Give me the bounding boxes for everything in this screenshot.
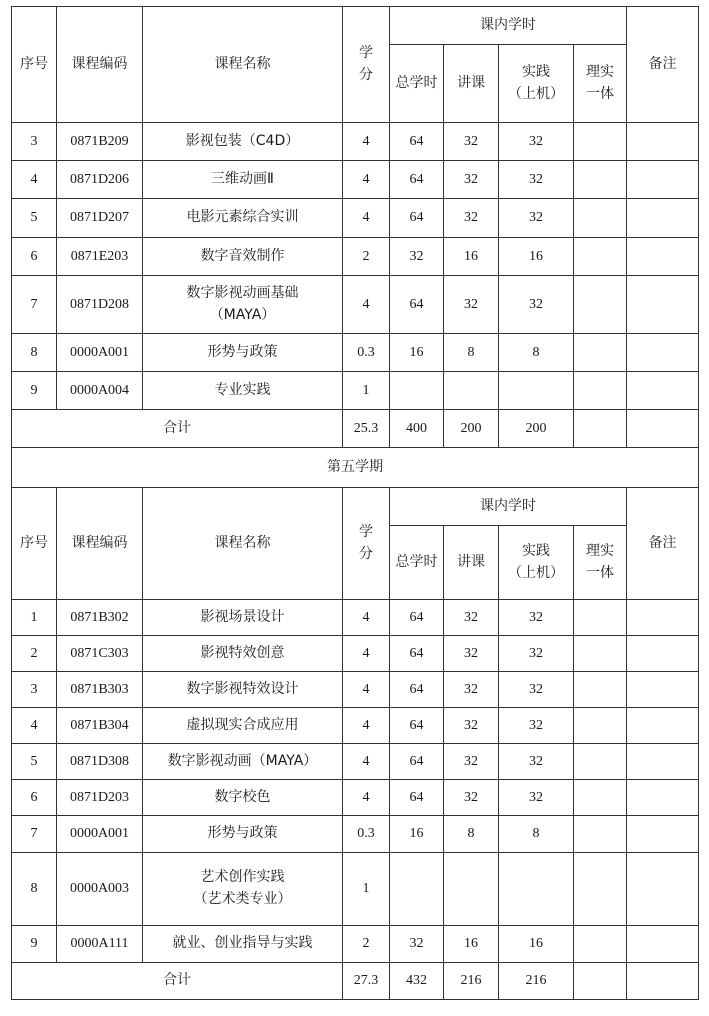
cell-practice: 32 — [499, 123, 574, 161]
table-row — [12, 238, 699, 276]
cell-theory — [574, 199, 627, 238]
header-practice — [499, 526, 574, 600]
cell-total: 64 — [390, 161, 444, 199]
cell-theory — [574, 636, 627, 672]
cell-lecture: 16 — [444, 926, 499, 963]
cell-code: 0871B302 — [57, 600, 143, 636]
cell-lecture: 32 — [444, 123, 499, 161]
cell-remark — [627, 276, 699, 334]
cell-total — [390, 372, 444, 410]
cell-practice: 32 — [499, 672, 574, 708]
cell-credit: 0.3 — [343, 816, 390, 853]
cell-code: 0871D206 — [57, 161, 143, 199]
cell-theory — [574, 926, 627, 963]
cell-code: 0000A004 — [57, 372, 143, 410]
header-theory-line2: 一体 — [586, 85, 614, 102]
cell-theory — [574, 600, 627, 636]
cell-practice — [499, 372, 574, 410]
cell-seq: 7 — [12, 816, 57, 853]
cell-code: 0871D203 — [57, 780, 143, 816]
cell-credit: 0.3 — [343, 334, 390, 372]
cell-credit: 1 — [343, 372, 390, 410]
header-row — [12, 488, 699, 526]
cell-remark — [627, 744, 699, 780]
cell-credit: 4 — [343, 199, 390, 238]
cell-code: 0871E203 — [57, 238, 143, 276]
total-credit: 27.3 — [343, 963, 390, 1000]
cell-lecture: 8 — [444, 816, 499, 853]
cell-credit: 4 — [343, 780, 390, 816]
table-row — [12, 334, 699, 372]
header-credit-line2: 分 — [359, 66, 373, 83]
cell-code: 0000A001 — [57, 816, 143, 853]
cell-name: 数字影视特效设计 — [143, 672, 343, 708]
cell-seq: 7 — [12, 276, 57, 334]
cell-name: 影视场景设计 — [143, 600, 343, 636]
cell-name-line1: 数字影视动画基础 — [186, 284, 299, 301]
cell-seq: 8 — [12, 853, 57, 926]
cell-remark — [627, 636, 699, 672]
cell-seq: 1 — [12, 600, 57, 636]
cell-lecture: 32 — [444, 600, 499, 636]
cell-seq: 6 — [12, 780, 57, 816]
cell-total: 64 — [390, 708, 444, 744]
cell-total — [390, 853, 444, 926]
table-row — [12, 780, 699, 816]
cell-name: 专业实践 — [143, 372, 343, 410]
header-hours-group: 课内学时 — [390, 488, 627, 526]
table-row — [12, 276, 699, 334]
total-practice: 200 — [499, 410, 574, 448]
cell-seq: 4 — [12, 708, 57, 744]
cell-theory — [574, 276, 627, 334]
cell-total: 32 — [390, 926, 444, 963]
cell-practice: 32 — [499, 161, 574, 199]
semester-title-row — [12, 448, 699, 488]
cell-practice: 8 — [499, 334, 574, 372]
table-row — [12, 372, 699, 410]
total-label: 合计 — [12, 410, 343, 448]
cell-lecture: 16 — [444, 238, 499, 276]
cell-remark — [627, 123, 699, 161]
cell-name: 数字音效制作 — [143, 238, 343, 276]
cell-seq: 8 — [12, 334, 57, 372]
header-practice-line2: （上机） — [508, 85, 564, 102]
cell-seq: 9 — [12, 372, 57, 410]
cell-name: 就业、创业指导与实践 — [143, 926, 343, 963]
cell-remark — [627, 926, 699, 963]
table-row — [12, 744, 699, 780]
cell-name: 形势与政策 — [143, 816, 343, 853]
cell-practice: 16 — [499, 238, 574, 276]
cell-remark — [627, 853, 699, 926]
cell-code: 0000A001 — [57, 334, 143, 372]
cell-lecture — [444, 853, 499, 926]
cell-code: 0000A111 — [57, 926, 143, 963]
cell-seq: 3 — [12, 123, 57, 161]
cell-code: 0871D207 — [57, 199, 143, 238]
course-schedule-table — [11, 6, 699, 1000]
header-theory — [574, 45, 627, 123]
total-row — [12, 410, 699, 448]
total-label: 合计 — [12, 963, 343, 1000]
cell-lecture — [444, 372, 499, 410]
header-theory-line1: 理实 — [586, 63, 614, 80]
cell-lecture: 32 — [444, 780, 499, 816]
cell-remark — [627, 334, 699, 372]
cell-remark — [627, 816, 699, 853]
total-remark — [627, 963, 699, 1000]
cell-code: 0871B303 — [57, 672, 143, 708]
cell-practice: 32 — [499, 199, 574, 238]
cell-theory — [574, 123, 627, 161]
cell-total: 64 — [390, 123, 444, 161]
table-row — [12, 123, 699, 161]
cell-code: 0871C303 — [57, 636, 143, 672]
cell-lecture: 32 — [444, 636, 499, 672]
cell-practice: 32 — [499, 780, 574, 816]
cell-name: 三维动画Ⅱ — [143, 161, 343, 199]
cell-practice: 32 — [499, 708, 574, 744]
cell-credit: 4 — [343, 161, 390, 199]
cell-theory — [574, 816, 627, 853]
cell-total: 64 — [390, 600, 444, 636]
cell-name: 影视包装（C4D） — [143, 123, 343, 161]
table-row — [12, 816, 699, 853]
cell-total: 32 — [390, 238, 444, 276]
header-remark: 备注 — [627, 7, 699, 123]
semester-title: 第五学期 — [12, 448, 699, 488]
cell-lecture: 32 — [444, 199, 499, 238]
cell-practice: 32 — [499, 276, 574, 334]
cell-remark — [627, 372, 699, 410]
cell-theory — [574, 161, 627, 199]
header-remark: 备注 — [627, 488, 699, 600]
cell-practice: 32 — [499, 636, 574, 672]
total-practice: 216 — [499, 963, 574, 1000]
table-row — [12, 199, 699, 238]
cell-remark — [627, 672, 699, 708]
header-credit-line2: 分 — [359, 545, 373, 562]
cell-name: 影视特效创意 — [143, 636, 343, 672]
cell-practice: 32 — [499, 600, 574, 636]
cell-name: 数字校色 — [143, 780, 343, 816]
cell-practice: 16 — [499, 926, 574, 963]
header-row — [12, 7, 699, 45]
cell-theory — [574, 744, 627, 780]
cell-theory — [574, 238, 627, 276]
cell-credit: 4 — [343, 600, 390, 636]
cell-remark — [627, 199, 699, 238]
cell-practice — [499, 853, 574, 926]
cell-name — [143, 276, 343, 334]
table-row — [12, 708, 699, 744]
cell-code: 0871B304 — [57, 708, 143, 744]
table-row — [12, 926, 699, 963]
cell-total: 64 — [390, 744, 444, 780]
header-theory-line1: 理实 — [586, 542, 614, 559]
header-theory-line2: 一体 — [586, 564, 614, 581]
cell-remark — [627, 161, 699, 199]
cell-seq: 3 — [12, 672, 57, 708]
cell-seq: 4 — [12, 161, 57, 199]
header-lecture: 讲课 — [444, 45, 499, 123]
header-practice — [499, 45, 574, 123]
header-practice-line1: 实践 — [522, 63, 550, 80]
cell-theory — [574, 372, 627, 410]
cell-seq: 9 — [12, 926, 57, 963]
cell-theory — [574, 708, 627, 744]
header-lecture: 讲课 — [444, 526, 499, 600]
cell-practice: 32 — [499, 744, 574, 780]
cell-lecture: 32 — [444, 276, 499, 334]
cell-seq: 6 — [12, 238, 57, 276]
cell-code: 0871D308 — [57, 744, 143, 780]
cell-credit: 4 — [343, 636, 390, 672]
cell-code: 0871D208 — [57, 276, 143, 334]
cell-credit: 4 — [343, 276, 390, 334]
table-row — [12, 853, 699, 926]
table-row — [12, 161, 699, 199]
cell-code: 0871B209 — [57, 123, 143, 161]
cell-total: 16 — [390, 334, 444, 372]
cell-remark — [627, 238, 699, 276]
cell-credit: 4 — [343, 744, 390, 780]
total-theory — [574, 963, 627, 1000]
cell-lecture: 32 — [444, 744, 499, 780]
cell-name: 形势与政策 — [143, 334, 343, 372]
cell-theory — [574, 780, 627, 816]
header-theory — [574, 526, 627, 600]
cell-seq: 5 — [12, 744, 57, 780]
total-credit: 25.3 — [343, 410, 390, 448]
header-code: 课程编码 — [57, 488, 143, 600]
header-practice-line2: （上机） — [508, 564, 564, 581]
table-row — [12, 672, 699, 708]
total-remark — [627, 410, 699, 448]
cell-theory — [574, 853, 627, 926]
cell-total: 64 — [390, 276, 444, 334]
cell-lecture: 32 — [444, 161, 499, 199]
header-name: 课程名称 — [143, 7, 343, 123]
header-seq: 序号 — [12, 7, 57, 123]
header-total-hours: 总学时 — [390, 526, 444, 600]
cell-remark — [627, 600, 699, 636]
cell-lecture: 8 — [444, 334, 499, 372]
header-total-hours: 总学时 — [390, 45, 444, 123]
cell-name: 数字影视动画（MAYA） — [143, 744, 343, 780]
cell-total: 64 — [390, 199, 444, 238]
table-row — [12, 600, 699, 636]
cell-practice: 8 — [499, 816, 574, 853]
header-credit — [343, 488, 390, 600]
cell-credit: 1 — [343, 853, 390, 926]
header-credit — [343, 7, 390, 123]
table-row — [12, 636, 699, 672]
cell-remark — [627, 780, 699, 816]
cell-theory — [574, 334, 627, 372]
total-row — [12, 963, 699, 1000]
cell-code: 0000A003 — [57, 853, 143, 926]
total-theory — [574, 410, 627, 448]
header-hours-group: 课内学时 — [390, 7, 627, 45]
cell-total: 16 — [390, 816, 444, 853]
cell-name-line1: 艺术创作实践 — [200, 869, 285, 886]
cell-seq: 5 — [12, 199, 57, 238]
cell-name — [143, 853, 343, 926]
cell-name-line2: （MAYA） — [209, 306, 276, 323]
header-seq: 序号 — [12, 488, 57, 600]
cell-lecture: 32 — [444, 672, 499, 708]
header-credit-line1: 学 — [359, 44, 373, 61]
cell-total: 64 — [390, 672, 444, 708]
cell-seq: 2 — [12, 636, 57, 672]
total-lecture: 200 — [444, 410, 499, 448]
cell-theory — [574, 672, 627, 708]
cell-lecture: 32 — [444, 708, 499, 744]
total-hours: 400 — [390, 410, 444, 448]
header-code: 课程编码 — [57, 7, 143, 123]
cell-credit: 4 — [343, 708, 390, 744]
cell-remark — [627, 708, 699, 744]
header-name: 课程名称 — [143, 488, 343, 600]
cell-name-line2: （艺术类专业） — [193, 891, 292, 907]
cell-credit: 4 — [343, 672, 390, 708]
cell-name: 虚拟现实合成应用 — [143, 708, 343, 744]
cell-total: 64 — [390, 780, 444, 816]
total-lecture: 216 — [444, 963, 499, 1000]
header-credit-line1: 学 — [359, 523, 373, 540]
total-hours: 432 — [390, 963, 444, 1000]
cell-credit: 4 — [343, 123, 390, 161]
cell-total: 64 — [390, 636, 444, 672]
cell-credit: 2 — [343, 926, 390, 963]
cell-name: 电影元素综合实训 — [143, 199, 343, 238]
cell-credit: 2 — [343, 238, 390, 276]
header-practice-line1: 实践 — [522, 542, 550, 559]
